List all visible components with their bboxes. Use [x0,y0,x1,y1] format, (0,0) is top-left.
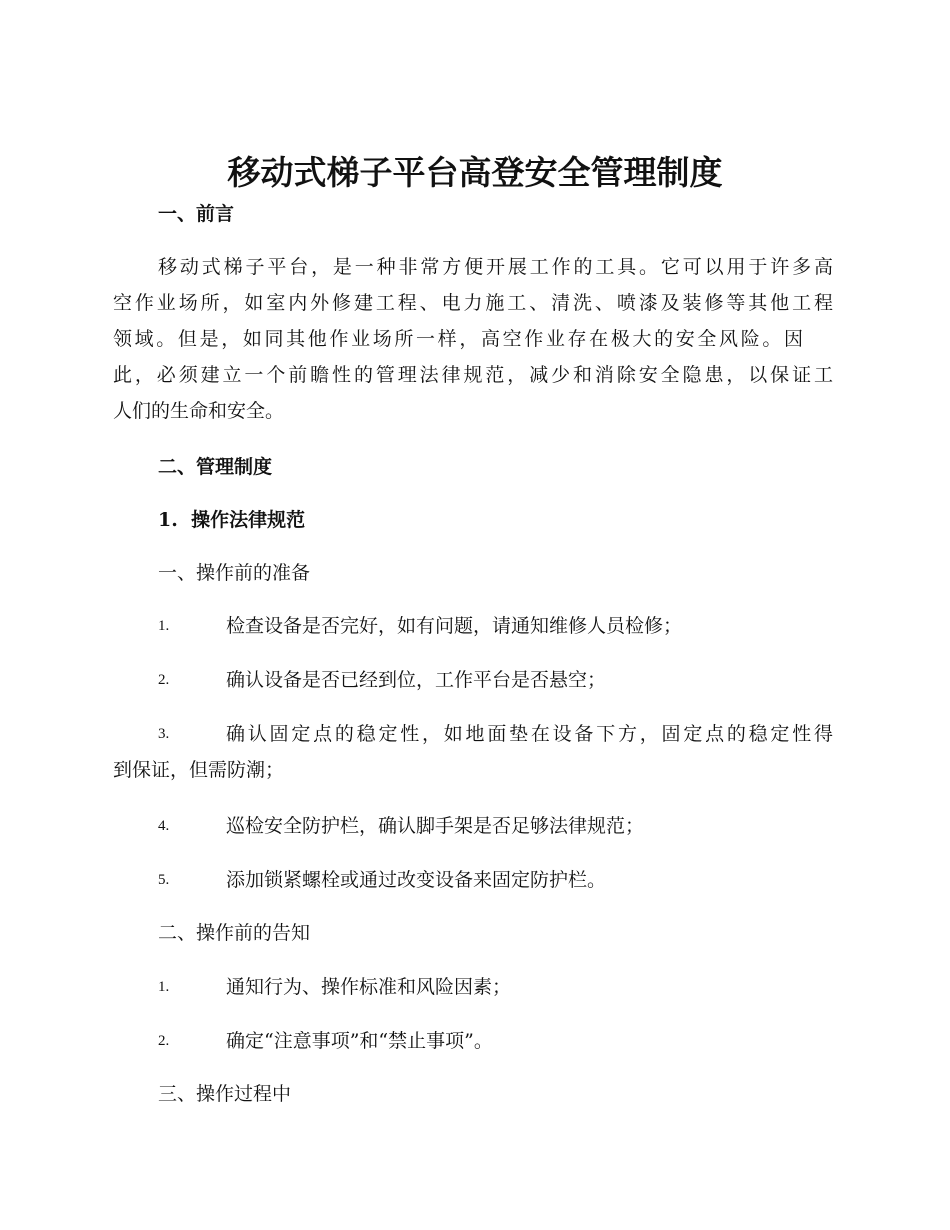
list-item-number: 1. [158,979,170,995]
list-item-number: 3. [158,726,170,742]
list-item-number: 5. [158,872,170,888]
list-item-text: 通知行为、操作标准和风险因素； [226,976,512,998]
notice-heading: 二、操作前的告知 [158,922,311,944]
management-heading: 二、管理制度 [158,456,273,478]
list-item-text: 巡检安全防护栏，确认脚手架是否足够法律规范； [226,815,645,837]
preface-heading: 一、前言 [158,203,235,225]
list-item-number: 4. [158,818,170,834]
list-item-number: 2. [158,672,170,688]
preface-line-4: 此，必须建立一个前瞻性的管理法律规范，减少和消除安全隐患，以保证工 [113,364,833,386]
preface-line-1: 移动式梯子平台，是一种非常方便开展工作的工具。它可以用于许多高 [158,256,833,278]
preface-line-5: 人们的生命和安全。 [113,400,285,422]
list-item-number: 1. [158,618,170,634]
list-item-continuation: 到保证，但需防潮； [113,759,285,781]
list-item-text: 确认固定点的稳定性，如地面垫在设备下方，固定点的稳定性得 [226,723,833,745]
preface-line-3: 领域。但是，如同其他作业场所一样，高空作业存在极大的安全风险。因 [113,328,803,350]
sub-heading: 1. 操作法律规范 [158,509,306,531]
list-item-text: 确认设备是否已经到位，工作平台是否悬空； [226,669,607,691]
prep-heading: 一、操作前的准备 [158,562,311,584]
list-item-text: 确定“注意事项”和“禁止事项”。 [226,1030,493,1052]
list-item-text: 检查设备是否完好，如有问题，请通知维修人员检修； [226,615,683,637]
list-item-number: 2. [158,1033,170,1049]
document-title: 移动式梯子平台高登安全管理制度 [227,153,723,192]
list-item-text: 添加锁紧螺栓或通过改变设备来固定防护栏。 [226,869,607,891]
process-heading: 三、操作过程中 [158,1083,292,1105]
preface-line-2: 空作业场所，如室内外修建工程、电力施工、清洗、喷漆及装修等其他工程 [113,292,833,314]
